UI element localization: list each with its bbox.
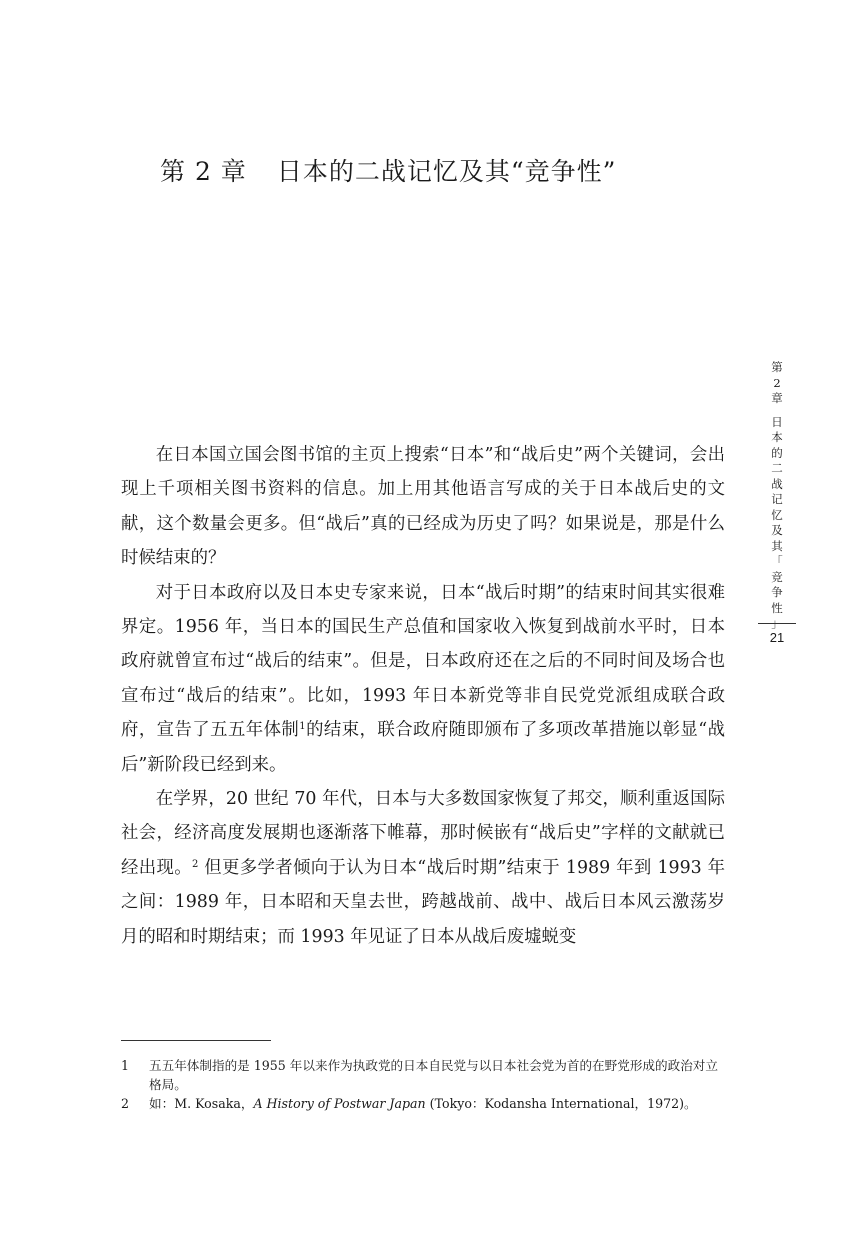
running-header-char: 章	[771, 391, 783, 405]
footnote	[121, 1056, 725, 1094]
citation-suffix: (Tokyo：Kodansha International，1972)。	[425, 1096, 697, 1111]
running-header-char: 二	[771, 461, 783, 475]
running-header-char: 性	[771, 600, 783, 615]
running-header-char: 忆	[771, 507, 783, 522]
running-header	[760, 360, 794, 632]
paragraph-text: 在学界，20 世纪 70 年代，日本与大多数国家恢复了邦交，顺利重返国际社会，经济高度发展期也逐渐落下帷幕，那时候嵌有“战后史”字样的文献就已经出现。	[121, 789, 725, 878]
paragraph	[121, 782, 725, 954]
running-header-gap	[760, 407, 794, 415]
running-header-char: 竞	[771, 569, 783, 584]
running-header-char: 争	[771, 585, 783, 599]
footnotes	[121, 1056, 725, 1113]
running-header-char: 2	[773, 375, 781, 390]
page-number-rule	[758, 623, 796, 624]
paragraph-text: 的结束，联合政府随即颁布了多项改革措施以彰显“战后”新阶段已经到来。	[121, 720, 725, 775]
paragraph-text: 在日本国立国会图书馆的主页上搜索“日本”和“战后史”两个关键词，会出现上千项相关图书资料的信息。加上用其他语言写成的关于日本战后史的文献，这个数量会更多。但“战后”真的已经成为历史了吗？如果说是，那是什么时候结束的？	[121, 445, 725, 569]
running-header-char: 本	[771, 430, 783, 444]
paragraph	[121, 576, 725, 782]
page-number: 21	[769, 630, 785, 645]
footnote-text	[149, 1094, 725, 1113]
chapter-title: 日本的二战记忆及其“竞争性”	[276, 157, 617, 186]
running-header-char: 及	[771, 523, 783, 537]
running-header-char: 的	[771, 445, 783, 460]
chapter-heading	[160, 152, 616, 188]
paragraph-text: 但更多学者倾向于认为日本“战后时期”结束于 1989 年到 1993 年之间：1989 年，日本昭和天皇去世，跨越战前、战中、战后日本风云激荡岁月的昭和时期结束；而 1993 年见证了日本从战后废墟蜕变	[121, 857, 725, 947]
footnote-mark: 1	[121, 1058, 130, 1073]
paragraph	[121, 438, 725, 576]
running-header-char: 」	[771, 616, 783, 630]
body-text	[121, 438, 725, 954]
footnote-text: 五五年体制指的是 1955 年以来作为执政党的日本自民党与以日本社会党为首的在野党形成的政治对立格局。	[149, 1058, 718, 1092]
citation-prefix: 如：M. Kosaka，	[149, 1096, 254, 1111]
running-header-char: 记	[771, 492, 783, 506]
citation-title: A History of Postwar Japan	[253, 1096, 426, 1111]
footnote-separator	[121, 1040, 271, 1041]
running-header-char: 「	[771, 554, 783, 568]
footnote	[121, 1094, 725, 1113]
paragraph-text: 对于日本政府以及日本史专家来说，日本“战后时期”的结束时间其实很难界定。1956 年，当日本的国民生产总值和国家收入恢复到战前水平时，日本政府就曾宣布过“战后的结束”。但是，日本政府还在之后的不同时间及场合也宣布过“战后的结束”。比如，1993 年日本新党等非自民党党派组成联合政府，宣告了五五年体制	[121, 582, 725, 741]
running-header-char: 日	[771, 414, 783, 429]
running-header-char: 其	[771, 538, 783, 553]
footnote-ref[interactable]: 2	[192, 858, 199, 870]
footnote-ref[interactable]: 1	[299, 721, 306, 733]
chapter-number: 第 2 章	[160, 157, 247, 186]
running-header-char: 第	[771, 360, 783, 374]
footnote-mark: 2	[121, 1096, 130, 1111]
running-header-char: 战	[771, 476, 783, 491]
